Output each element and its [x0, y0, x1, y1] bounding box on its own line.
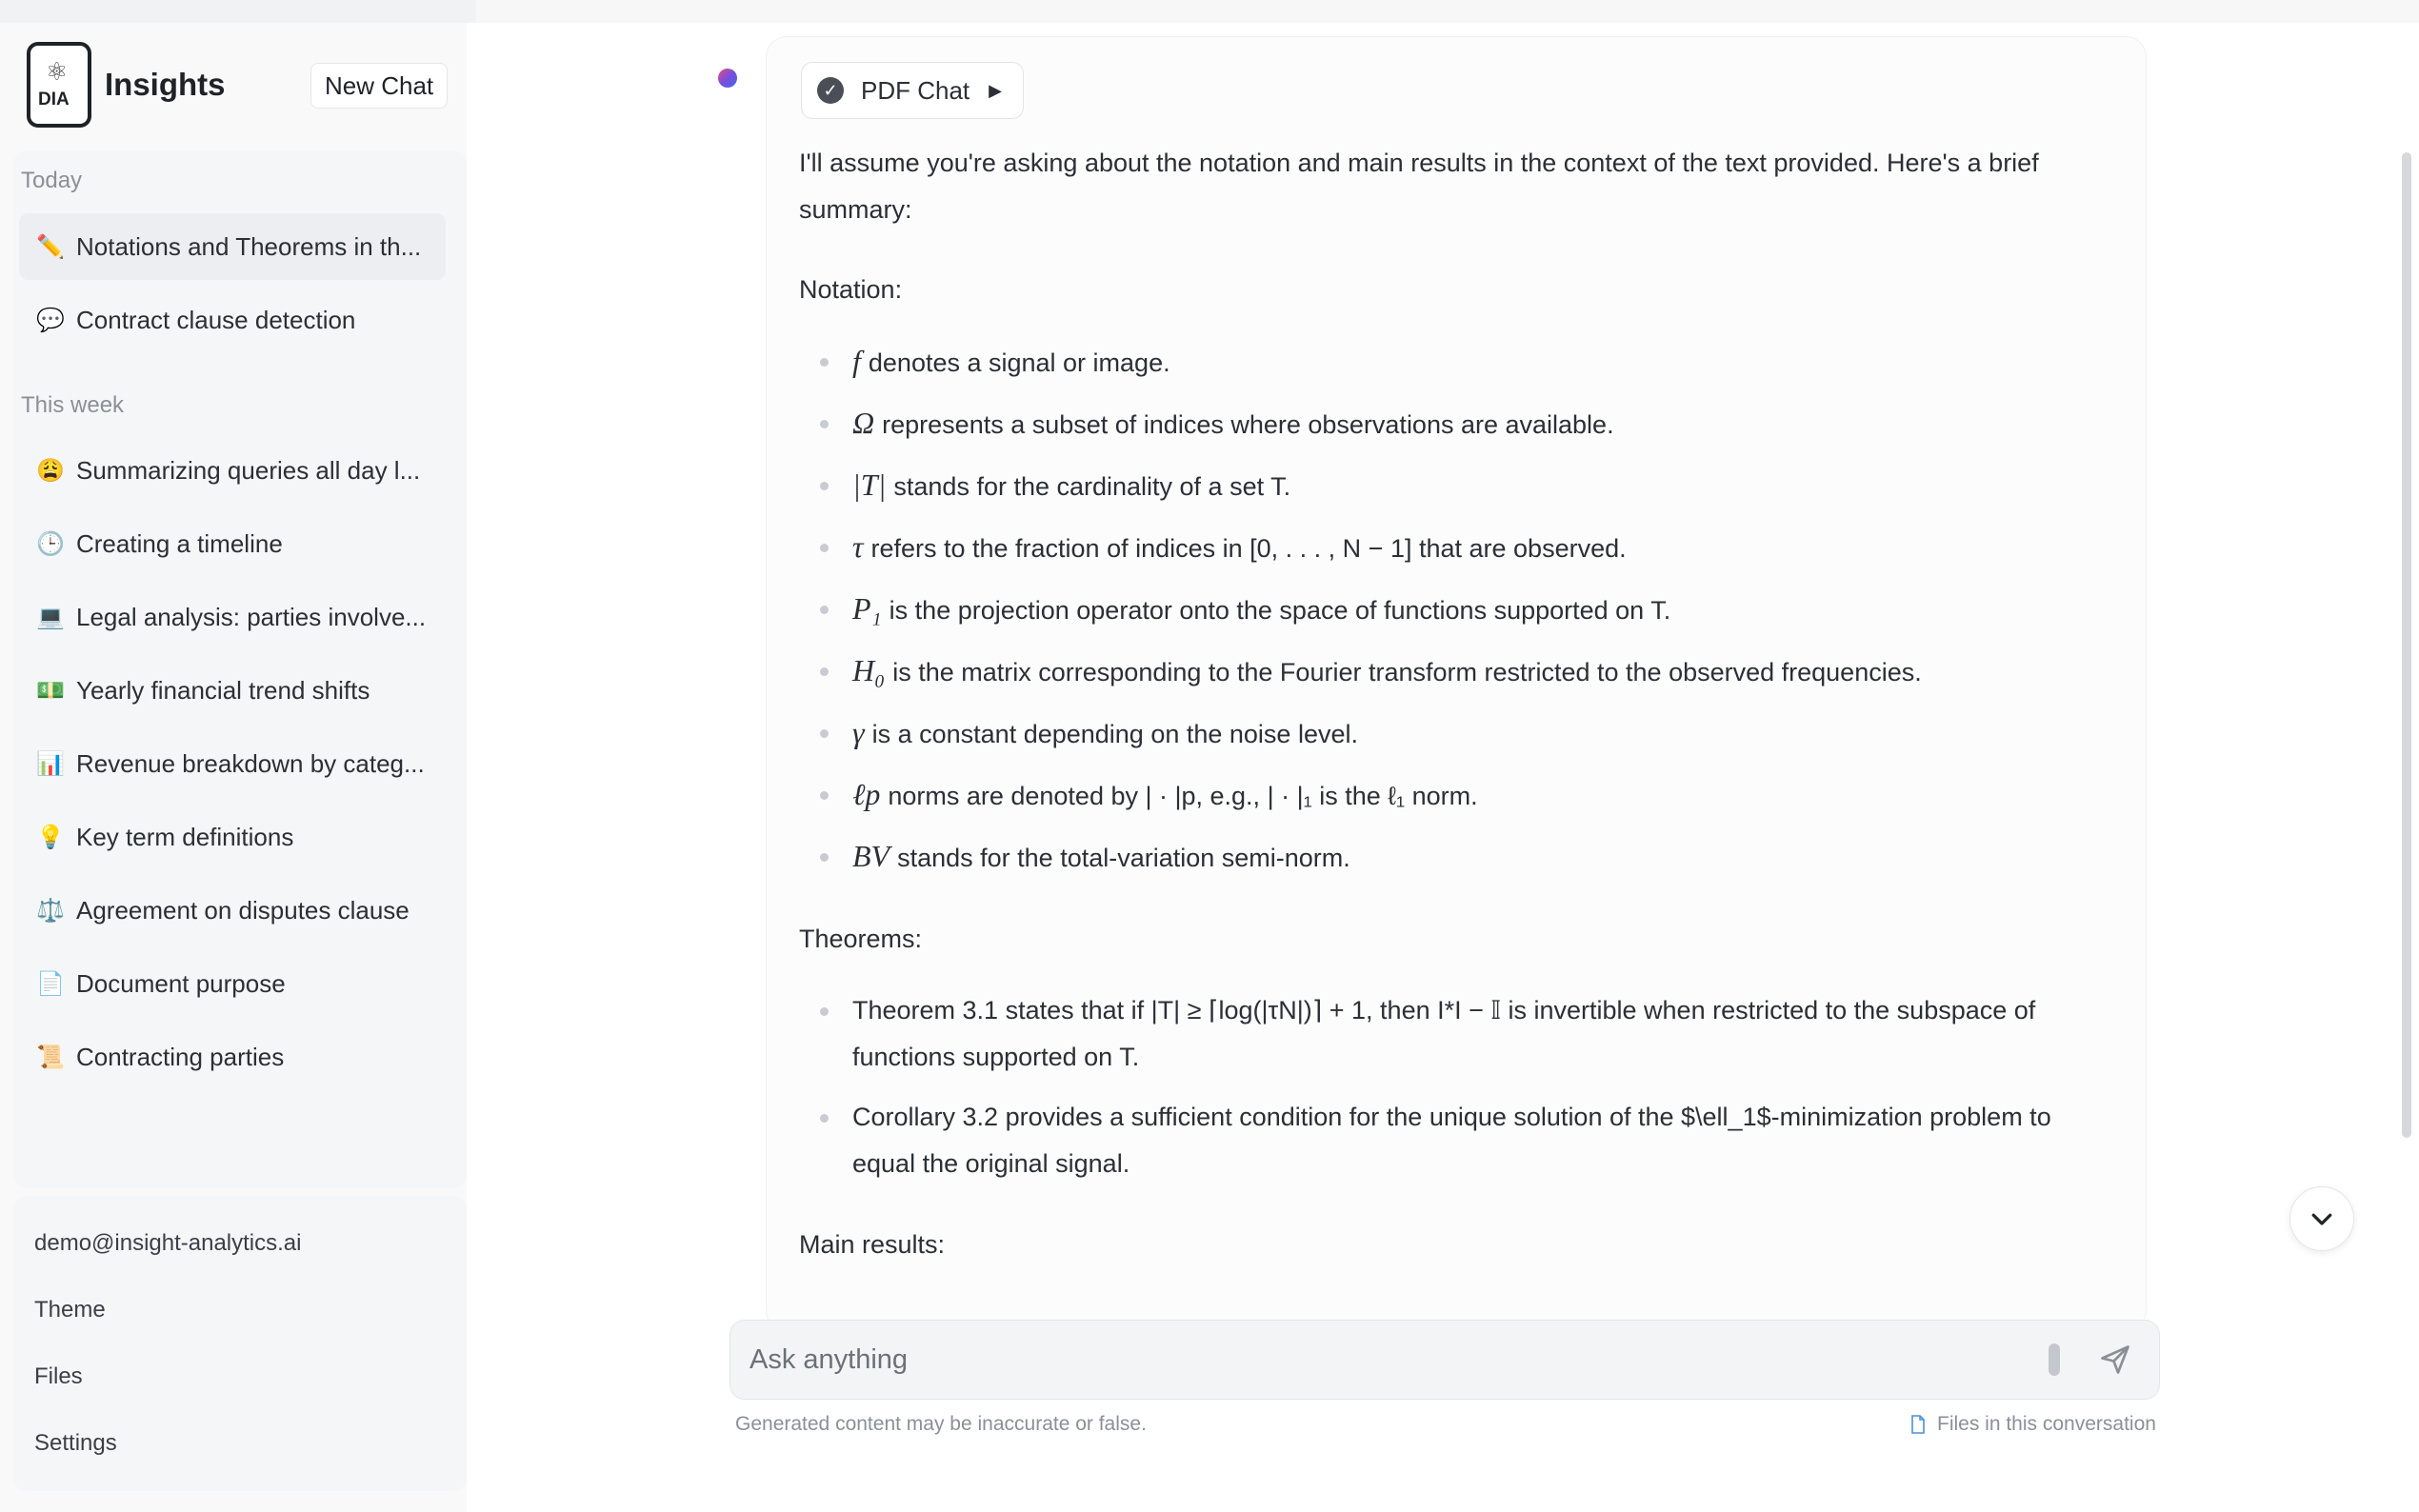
list-item: [799, 338, 2113, 387]
speech-bubble-icon: 💬: [36, 307, 65, 333]
main-results-heading: Main results:: [799, 1230, 946, 1259]
chat-item-label: Contracting parties: [76, 1042, 285, 1071]
scroll-to-bottom-button[interactable]: [2289, 1186, 2354, 1251]
chat-item-document-purpose[interactable]: [19, 950, 446, 1017]
chat-item-label: Creating a timeline: [76, 528, 283, 558]
logo-text: DIA: [38, 90, 70, 109]
chat-item-label: Contract clause detection: [76, 305, 356, 334]
assistant-message: [766, 36, 2147, 1331]
list-item: [799, 709, 2113, 758]
theme-menu-item[interactable]: Theme: [34, 1297, 106, 1323]
chat-item-label: Key term definitions: [76, 822, 294, 851]
list-item-text: stands for the cardinality of a set T.: [893, 472, 1291, 501]
bar-chart-icon: 📊: [36, 750, 65, 777]
laptop-icon: 💻: [36, 604, 65, 630]
math-symbol: f: [852, 344, 861, 378]
main-top-strip: [476, 0, 2419, 23]
list-item-text: is a constant depending on the noise level.: [871, 720, 1358, 748]
file-icon: [1910, 1415, 1926, 1434]
weary-face-icon: 😩: [36, 457, 65, 484]
list-item-text: is the matrix corresponding to the Fourier transform restricted to the observed frequencies.: [892, 658, 1922, 686]
list-item-text: denotes a signal or image.: [868, 348, 1170, 377]
list-item-text: stands for the total-variation semi-norm.: [897, 844, 1350, 872]
settings-menu-item[interactable]: Settings: [34, 1430, 117, 1456]
chat-item-label: Document purpose: [76, 968, 286, 998]
math-symbol: τ: [852, 529, 864, 564]
files-link-label: Files in this conversation: [1937, 1413, 2156, 1435]
chat-item-disputes-clause[interactable]: [19, 877, 446, 944]
group-label-today: Today: [21, 168, 83, 193]
chat-item-label: Agreement on disputes clause: [76, 895, 410, 925]
lightbulb-icon: 💡: [36, 824, 65, 850]
send-icon[interactable]: [2098, 1343, 2132, 1377]
list-item: [799, 586, 2113, 634]
math-symbol: BV: [852, 839, 890, 873]
intro-paragraph: I'll assume you're asking about the notation and main results in the context of the text provided. Here's a brief summary:: [799, 149, 2039, 224]
chevron-down-icon: [2308, 1204, 2336, 1233]
chat-item-label: Revenue breakdown by categ...: [76, 748, 425, 778]
sidebar: [0, 0, 467, 1512]
chat-item-timeline[interactable]: [19, 510, 446, 577]
atom-icon: ⚛: [46, 57, 69, 86]
clock-icon: 🕒: [36, 530, 65, 557]
chat-item-summarizing[interactable]: [19, 437, 446, 504]
disclaimer-text: Generated content may be inaccurate or false.: [735, 1413, 1147, 1435]
check-circle-icon: ✓: [817, 77, 844, 104]
chat-item-label: Legal analysis: parties involve...: [76, 602, 427, 631]
files-menu-item[interactable]: Files: [34, 1363, 83, 1389]
composer: [730, 1320, 2160, 1400]
assistant-avatar-dot: [718, 69, 737, 88]
chat-item-contracting-parties[interactable]: [19, 1024, 446, 1090]
math-symbol: |T|: [852, 468, 887, 502]
math-symbol: Ω: [852, 406, 875, 440]
math-symbol: ℓp: [852, 777, 881, 811]
chat-item-legal-analysis[interactable]: [19, 584, 446, 650]
caret-right-icon: ▶: [989, 80, 1002, 100]
math-symbol: H₀: [852, 653, 886, 687]
app-logo: [27, 42, 91, 128]
chat-item-label: Yearly financial trend shifts: [76, 675, 370, 705]
files-in-conversation-link[interactable]: [1910, 1413, 2156, 1436]
pdf-chat-chip[interactable]: [801, 62, 1024, 119]
theorems-heading: Theorems:: [799, 925, 923, 953]
brand[interactable]: [27, 42, 226, 128]
notation-heading: Notation:: [799, 275, 903, 304]
chat-item-notations[interactable]: [19, 213, 446, 280]
list-item: [799, 833, 2113, 882]
list-item-text: norms are denoted by | · |p, e.g., | · |₁ is the ℓ₁ norm.: [888, 782, 1478, 810]
sidebar-top-strip: [0, 0, 476, 23]
chat-item-revenue-breakdown[interactable]: [19, 730, 446, 797]
list-item: Theorem 3.1 states that if |T| ≥ ⌈log(|τN|)⌉ + 1, then I*I − 𝕀 is invertible when restricted to the subspace of functions supported on T.: [799, 987, 2113, 1081]
math-symbol: P₁: [852, 591, 882, 626]
account-email[interactable]: demo@insight-analytics.ai: [34, 1230, 302, 1256]
app-name: Insights: [105, 67, 226, 102]
group-label-this-week: This week: [21, 392, 125, 418]
list-item: [799, 647, 2113, 696]
document-icon: 📄: [36, 970, 65, 997]
chat-item-label: Notations and Theorems in th...: [76, 231, 422, 261]
list-item-text: refers to the fraction of indices in [0, . . . , N − 1] that are observed.: [870, 534, 1627, 563]
list-item: [799, 462, 2113, 510]
list-item: [799, 771, 2113, 820]
scrollbar-thumb[interactable]: [2402, 152, 2411, 1138]
scales-icon: ⚖️: [36, 897, 65, 924]
source-chip-label: PDF Chat: [861, 75, 970, 105]
list-item: [799, 400, 2113, 448]
list-item-text: represents a subset of indices where observations are available.: [882, 410, 1614, 439]
list-item-text: is the projection operator onto the space of functions supported on T.: [889, 596, 1671, 625]
chat-item-label: Summarizing queries all day l...: [76, 455, 421, 485]
chat-item-key-terms[interactable]: [19, 804, 446, 870]
new-chat-button[interactable]: New Chat: [310, 63, 448, 109]
list-item: [799, 524, 2113, 572]
ask-input[interactable]: [730, 1331, 2049, 1388]
message-body: [799, 140, 2113, 1331]
money-icon: 💵: [36, 677, 65, 704]
scroll-icon: 📜: [36, 1044, 65, 1070]
chat-history: [0, 150, 467, 1188]
chat-item-financial-trend[interactable]: [19, 657, 446, 724]
chat-item-contract-clause[interactable]: [19, 287, 446, 353]
theorems-list: [799, 987, 2113, 1187]
list-item: Corollary 3.2 provides a sufficient condition for the unique solution of the $\ell_1$-minimization problem to equal the original signal.: [799, 1094, 2113, 1187]
resize-handle[interactable]: [2049, 1343, 2060, 1376]
notation-list: [799, 338, 2113, 882]
math-symbol: γ: [852, 715, 865, 749]
pencil-icon: ✏️: [36, 233, 65, 260]
